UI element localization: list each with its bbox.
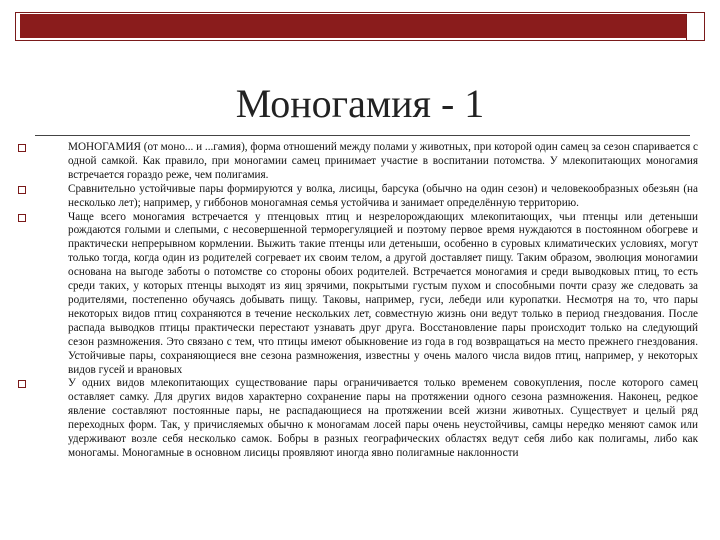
list-item — [18, 377, 698, 460]
hollow-square-bullet-icon — [18, 214, 26, 222]
list-item — [18, 211, 698, 378]
list-item-text: У одних видов млекопитающих существование пары ограничивается только временем совокупления, после которого самец оставляет самку. Для других видов характерно сохранение пары на протяжении одного сезона размножения. Наконец, редкое явление составляют постоянные пары, не распадающиеся на протяжении всей жизни животных. Существует и целый ряд переходных форм. Так, у причисляемых обычно к моногамам лосей пары очень неустойчивы, самцы нередко меняют самок или удерживают возле себя несколько самок. Бобры в разных географических областях ведут себя либо как полигамы, либо как моногамы. Моногамные в основном лисицы проявляют иногда явно полигамные наклонности — [68, 377, 698, 459]
header-bar — [20, 14, 695, 38]
list-item-text: МОНОГАМИЯ (от моно... и ...гамия), форма отношений между полами у животных, при которой один самец за сезон спаривается с одной самкой. Как правило, при моногамии самец принимает участие в воспитании потомства. У млекопитающих моногамия встречается гораздо реже, чем полигамия. — [68, 141, 698, 181]
header-corner-box — [686, 14, 703, 40]
list-item-text: Сравнительно устойчивые пары формируются у волка, лисицы, барсука (обычно на один сезон) и человекообразных обезьян (на несколько лет); например, у гиббонов моногамная семья устойчива и занимает определённую территорию. — [68, 182, 698, 209]
slide-title: Моногамия - 1 — [235, 81, 485, 126]
hollow-square-bullet-icon — [18, 186, 26, 194]
list-item — [18, 141, 698, 183]
list-item — [18, 183, 698, 211]
hollow-square-bullet-icon — [18, 380, 26, 388]
list-item-text: Чаще всего моногамия встречается у птенцовых птиц и незрелорождающих млекопитающих, чьи птенцы или детеныши рождаются голыми и слепыми, с несовершенной терморегуляцией и поэтому первое время нуждаются в постоянном обогреве и практически непрерывном кормлении. Выжить такие птенцы или детеныши, особенно в суровых климатических условиях, могут только тогда, когда один из родителей согревает их своим телом, а другой доставляет пищу. Таким образом, эволюция моногамии основана на выгоде заботы о потомстве со стороны обоих родителей. Встречается моногамия и среди выводковых птиц, то есть среди таких, у которых птенцы выходят из яиц зрячими, покрытыми густым пухом и способными почти сразу же следовать за родителями, постепенно обучаясь добывать пищу. Таковы, например, гуси, лебеди или куропатки. Несмотря на то, что пары некоторых видов птиц сохраняются в течение нескольких лет, совместную жизнь они ведут только в период гнездования. После распада выводков птицы практически перестают узнавать друг друга. Восстановление пары происходит только на следующий сезон размножения. Это связано с тем, что птицы имеют обыкновение из года в год возвращаться на место прежнего гнездования. Устойчивые пары, сохраняющиеся вне сезона размножения, известны у очень малого числа видов птиц, например, у некоторых видов гусей и врановых — [68, 210, 698, 376]
bullet-list — [18, 141, 698, 461]
title-divider — [35, 135, 690, 136]
hollow-square-bullet-icon — [18, 144, 26, 152]
